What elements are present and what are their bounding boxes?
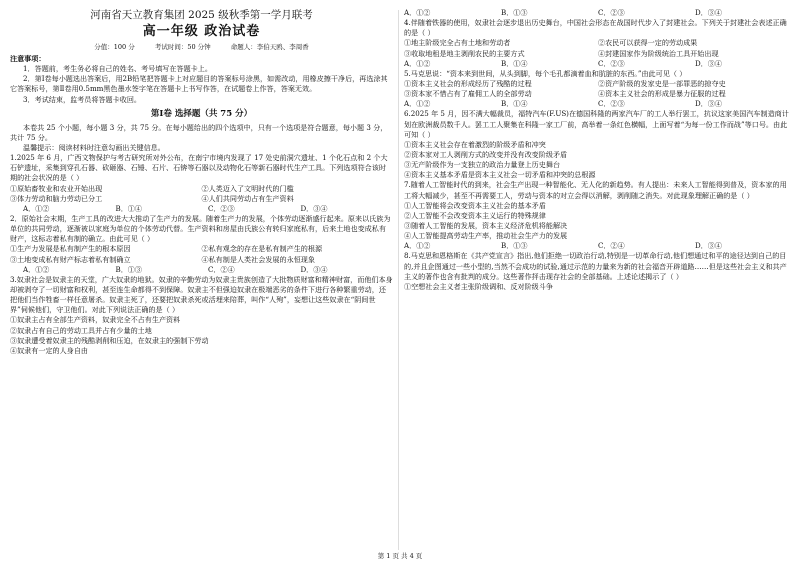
choice-d[interactable]: D．③④	[695, 58, 722, 68]
choice-a[interactable]: A．①②	[404, 8, 431, 17]
question-2-choices	[10, 265, 393, 275]
statement: ③资本家不惜占有了雇佣工人的全部劳动	[404, 89, 532, 99]
statement: ④奴隶有一定的人身自由	[10, 345, 89, 355]
question-7-stem: 7.随着人工智能时代的到来，社会生产出现一种智能化、无人化的新趋势。有人提出：未来人工智能得到普及，资本家的用工将大幅减少，甚至不再需要工人，劳动与资本的对立会得以消解，剥削随之消失。对此现象理解正确的是（ ）	[404, 180, 787, 200]
statement: ④人工智能提高劳动生产率，推动社会生产力的发展	[404, 231, 568, 241]
section-title: 第Ⅰ卷 选择题（共 75 分）	[150, 108, 253, 119]
choice-b[interactable]: B．①④	[115, 203, 142, 213]
statement: ④封建国家作为阶级统治工具开始出现	[598, 48, 719, 58]
choice-c[interactable]: C．②④	[598, 241, 625, 251]
choice-b[interactable]: B．①③	[501, 8, 528, 17]
statement: ②农民可以获得一定的劳动成果	[598, 38, 698, 48]
statement: ③随着人工智能的发展，资本主义经济危机将能解决	[404, 220, 568, 230]
question-1-choices	[10, 204, 393, 214]
question-4-stem: 4.伴随着铁器的使用，奴隶社会逐步退出历史舞台，中国社会形态在战国时代步入了封建社会。下列关于封建社会表述正确的是（ ）	[404, 18, 787, 38]
question-5-statements	[404, 79, 792, 99]
note-1: 1．答题前，考生务必将自己的姓名、考号填写在答题卡上。	[23, 64, 212, 74]
choice-d[interactable]: D．③④	[300, 264, 328, 274]
statement: ④资本主义基本矛盾是资本主义社会一切矛盾和冲突的总根源	[404, 170, 596, 180]
statement: ③奴隶遭受着奴隶主的残酷剥削和压迫，在奴隶主的强制下劳动	[10, 335, 209, 345]
question-7-choices	[404, 241, 792, 251]
choice-d[interactable]: D．③④	[300, 203, 328, 213]
statement: ④人们共同劳动占有生产资料	[201, 193, 294, 203]
statement: ①资本主义社会的形成经历了残酷的过程	[404, 78, 532, 88]
statement: ①奴隶主占有全部生产资料，奴隶完全不占有生产资料	[10, 315, 181, 325]
choice-a[interactable]: A．①②	[404, 99, 431, 109]
time-info: 考试时间：50 分钟	[154, 43, 211, 51]
statement: ①资本主义社会存在着激烈的阶级矛盾和冲突	[404, 139, 546, 149]
statement: ③土地变成私有财产标志着私有制确立	[10, 254, 131, 264]
column-divider	[398, 10, 399, 550]
question-3-stem: 3.奴隶社会是奴隶主的天堂，广大奴隶的地狱。奴隶的辛勤劳动为奴隶主贵族创造了大批物质财富和精神财富，而他们本身却被剥夺了一切财富和权利，甚至连生命都得不到保障。奴隶主不但强迫奴隶在极端恶劣的条件下进行各种繁重劳动，还把他们当作牲畜一样任意屠杀。奴隶主死了，还要把奴隶杀死或活埋来陪葬，叫作“人殉”，妄想让这些奴隶在“阴间世界”伺候他们，守卫他们。对此下列说法正确的是（ ）	[10, 274, 393, 315]
question-6-stem: 6.2025 年 5 月，因不满大幅裁员，福特汽车(F.US)在德国科隆的两家汽车厂的工人举行罢工，抗议这家美国汽车制造商计划在欧洲裁员数千人。罢工工人聚集在科隆一家工厂前，高举着一条红色横幅，上面写着“为每一份工作而战”等口号。由此可知（ ）	[404, 109, 789, 139]
statement: ①原始畜牧业和农业开始出现	[10, 183, 103, 193]
question-3-choices	[404, 8, 792, 18]
statement: ③无产阶级作为一支独立的政治力量登上历史舞台	[404, 160, 561, 170]
notes-heading: 注意事项：	[10, 54, 46, 63]
choice-c[interactable]: C．②③	[208, 203, 235, 213]
note-2: 2．第Ⅰ卷每小题选出答案后，用2B铅笔把答题卡上对应题目的答案标号涂黑，如需改动，用橡皮擦干净后，再选涂其它答案标号，第Ⅱ卷用0.5mm黑色墨水签字笔在答题卡上书写作答，在试题卷上作答，答案无效。	[10, 74, 388, 94]
statement: ②资产阶级的发家史是一部罪恶的掠夺史	[598, 78, 726, 88]
statement: ②资本家对工人剥削方式的改变并没有改变阶级矛盾	[404, 149, 568, 159]
question-1-statements	[10, 184, 393, 204]
question-4-statements	[404, 38, 792, 58]
choice-c[interactable]: C．②④	[208, 264, 235, 274]
choice-c[interactable]: C．②③	[598, 99, 625, 109]
exam-subtitle: 高一年级 政治试卷	[142, 24, 261, 39]
statement: ③收取地租是地主剥削农民的主要方式	[404, 48, 525, 58]
question-5-choices	[404, 99, 792, 109]
choice-d[interactable]: D．③④	[695, 241, 722, 251]
question-2-stem: 2．原始社会末期，生产工具的改进大大推动了生产力的发展。随着生产力的发展，个体劳动逐渐盛行起来。原来以氏族为单位的共同劳动，逐渐被以家庭为单位的个体劳动代替。生产资料和房屋由氏族公有转归家庭私有，后来土地也变成私有财产，这标志着私有制的确立。由此可见（ ）	[10, 213, 391, 244]
right-column	[404, 8, 792, 292]
choice-a[interactable]: A．①②	[404, 241, 431, 251]
statement: ④资本主义社会的形成是暴力征服的过程	[598, 89, 726, 99]
score-info: 分值：100 分	[94, 43, 135, 51]
exam-meta	[10, 41, 393, 54]
choice-b[interactable]: B．①④	[501, 58, 528, 68]
statement: ②人类迈入了文明时代的门槛	[201, 183, 294, 193]
statement: ③体力劳动和脑力劳动已分工	[10, 193, 103, 203]
choice-b[interactable]: B．①③	[501, 241, 528, 251]
choice-b[interactable]: B．①③	[115, 264, 142, 274]
question-1-stem: 1.2025 年 6 月，广西文物保护与考古研究所对外公布，在南宁市境内发现了 17 处史前洞穴遗址、1 个化石点和 2 个大石铲遗址，采集到穿孔石器、砍砸器、石锤、石片、石锛等石器以及动物化石等新石器时代生产工具。下列选项符合该时期的社会状况的是（ ）	[10, 153, 388, 183]
statement: ④私有制是人类社会发展的永恒现象	[201, 254, 315, 264]
choice-d[interactable]: D．③④	[695, 99, 722, 109]
exam-title: 河南省天立教育集团 2025 级秋季第一学月联考	[90, 9, 313, 21]
statement: ②奴隶占有自己的劳动工具并占有少量的土地	[10, 325, 152, 335]
question-2-statements	[10, 244, 393, 264]
choice-a[interactable]: A．①②	[404, 58, 431, 68]
statement: ①人工智能将会改变资本主义社会的基本矛盾	[404, 200, 546, 210]
choice-a[interactable]: A．①②	[23, 203, 50, 213]
choice-c[interactable]: C．②③	[598, 58, 625, 68]
question-4-choices	[404, 59, 792, 69]
section-intro: 本卷共 25 个小题，每小题 3 分，共 75 分。在每小题给出的四个选项中，只有一个选项是符合题意，每小题 3 分，共计 75 分。	[10, 122, 388, 142]
statement: ②人工智能不会改变资本主义运行的特殊规律	[404, 210, 546, 220]
page-footer: 第 1 页 共 4 页	[377, 551, 423, 560]
choice-d[interactable]: D．③④	[695, 8, 722, 17]
question-8-stem: 8.马克思和恩格斯在《共产党宣言》指出,他们拒绝一切政治行动,特别是一切革命行动,他们想通过和平的途径达到自己的目的,并且企图通过一些小型的,当然不会成功的试验,通过示范的力量来为新的社会福音开辟道路……但是这些社会主义和共产主义的著作也含有批判的成分。这些著作抨击现存社会的全部基础。上述论述揭示了（ ）	[404, 251, 787, 281]
statement: ①生产力发展是私有制产生的根本原因	[10, 244, 131, 254]
choice-c[interactable]: C．②③	[598, 8, 625, 17]
statement: ②私有观念的存在是私有制产生的根源	[201, 244, 323, 254]
statement: ①地主阶级完全占有土地和劳动者	[404, 38, 511, 48]
choice-a[interactable]: A．①②	[23, 264, 50, 274]
statement: ①空想社会主义者主张阶级调和、反对阶级斗争	[404, 281, 553, 291]
question-5-stem: 5.马克思说：“资本来到世间，从头到脚，每个毛孔都滴着血和肮脏的东西。”由此可见（ ）	[404, 68, 687, 78]
section-tip: 温馨提示：阅读材料时注意勾画出关键信息。	[23, 142, 165, 152]
note-3: 3．考试结束，监考员将答题卡收回。	[23, 94, 142, 104]
left-column	[10, 8, 393, 356]
author-info: 命题人：李伯天鸥、李周香	[230, 43, 309, 51]
choice-b[interactable]: B．①④	[501, 99, 528, 109]
